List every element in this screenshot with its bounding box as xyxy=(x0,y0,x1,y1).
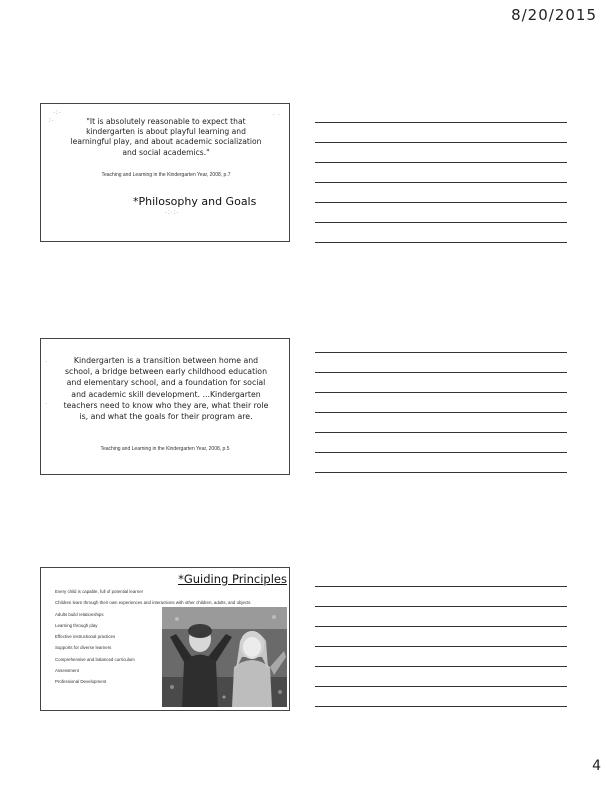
note-line xyxy=(315,202,567,203)
principle-item: Every child is capable, full of potential learner xyxy=(55,589,144,594)
note-line xyxy=(315,222,567,223)
note-line xyxy=(315,242,567,243)
slide-quote: Kindergarten is a transition between home and school, a bridge between early childhood education and elementary school, and a foundation for social and academic skill development. ...Kindergarten teachers need to know who they are, what their role is, and what the goals for their program are. xyxy=(63,356,269,422)
note-line xyxy=(315,606,567,607)
principle-item: Assessment xyxy=(55,668,79,674)
slide-quote: "It is absolutely reasonable to expect that kindergarten is about playful learning and learningful play, and about academic socialization and social academics." xyxy=(70,117,262,157)
principle-item: Adults build relationships xyxy=(55,611,104,617)
note-line xyxy=(315,162,567,163)
note-line xyxy=(315,452,567,453)
principle-item: Comprehensive and balanced curriculum xyxy=(55,656,135,662)
photo-of-children-image xyxy=(162,607,287,707)
date-header: 8/20/2015 xyxy=(511,6,597,24)
note-line xyxy=(315,352,567,353)
decorative-dots: · xyxy=(45,401,48,407)
slide-title: *Philosophy and Goals xyxy=(133,195,257,208)
decorative-dots: · · xyxy=(272,112,281,118)
slide-citation: Teaching and Learning in the Kindergarten Year, 2008, p.5 xyxy=(100,446,230,452)
slide-philosophy-goals xyxy=(40,103,290,242)
note-line xyxy=(315,646,567,647)
decorative-dots: · xyxy=(45,359,48,365)
children-photo xyxy=(162,607,287,707)
note-line xyxy=(315,432,567,433)
note-line xyxy=(315,666,567,667)
note-line xyxy=(315,686,567,687)
slide-kindergarten-transition xyxy=(40,338,290,475)
note-line xyxy=(315,122,567,123)
note-line xyxy=(315,626,567,627)
note-line xyxy=(315,472,567,473)
decorative-dots: ·:· xyxy=(53,110,62,116)
slide-citation: Teaching and Learning in the Kindergarten Year, 2008, p.7 xyxy=(101,172,231,178)
decorative-dots: ·:·:· xyxy=(165,210,180,216)
notes-lines xyxy=(315,122,567,262)
principle-item: Children learn through their own experiences and interactions with other children, adults, and objects xyxy=(55,600,251,606)
note-line xyxy=(315,586,567,587)
principle-item: Effective instructional practices xyxy=(55,634,116,640)
page-number: 4 xyxy=(592,758,601,774)
notes-lines xyxy=(315,352,567,492)
decorative-dots: :· xyxy=(49,118,55,124)
principle-item: Professional Development xyxy=(55,679,107,685)
principle-item: Learning through play xyxy=(55,622,98,628)
principle-item: Supports for diverse learners xyxy=(55,645,112,651)
note-line xyxy=(315,182,567,183)
note-line xyxy=(315,412,567,413)
slide-title: *Guiding Principles xyxy=(178,572,287,586)
slide-guiding-principles xyxy=(40,567,290,711)
note-line xyxy=(315,142,567,143)
notes-lines xyxy=(315,586,567,726)
note-line xyxy=(315,392,567,393)
note-line xyxy=(315,706,567,707)
note-line xyxy=(315,372,567,373)
